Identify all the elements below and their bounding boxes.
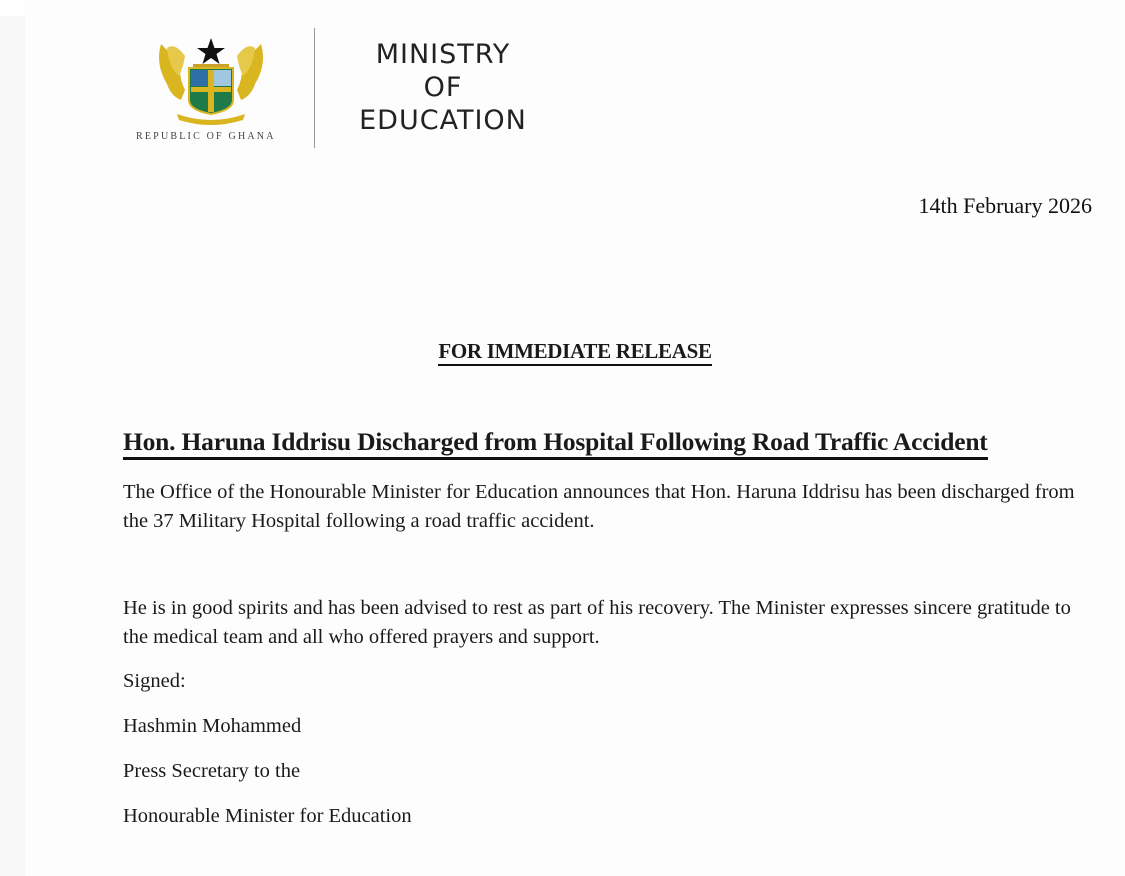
body-paragraph-1: The Office of the Honourable Minister for Education announces that Hon. Haruna Iddrisu has been discharged from the 37 Military Hospital following a road traffic accident.	[123, 481, 1075, 532]
ministry-line-3: EDUCATION	[359, 105, 527, 136]
press-release-page	[25, 0, 1125, 876]
republic-of-ghana-label: REPUBLIC OF GHANA	[136, 131, 276, 142]
signatory-name: Hashmin Mohammed	[123, 715, 302, 737]
release-label-text: FOR IMMEDIATE RELEASE	[438, 339, 711, 366]
release-date: 14th February 2026	[918, 193, 1092, 218]
letterhead-divider	[314, 28, 315, 148]
left-margin-strip	[0, 16, 25, 876]
signatory-role-line-2: Honourable Minister for Education	[123, 805, 412, 827]
signatory-role-line-1: Press Secretary to the	[123, 760, 301, 782]
title-text: Hon. Haruna Iddrisu Discharged from Hospital Following Road Traffic Accident	[123, 427, 988, 460]
press-release-title	[123, 427, 1083, 457]
letterhead	[133, 28, 553, 153]
ministry-line-1: MINISTRY	[375, 39, 511, 70]
release-label	[25, 339, 1125, 364]
ghana-coat-of-arms-icon	[155, 34, 267, 126]
ministry-line-2: OF	[423, 72, 463, 103]
ministry-name	[333, 38, 553, 137]
body-paragraph-2: He is in good spirits and has been advised to rest as part of his recovery. The Minister expresses sincere gratitude to the medical team and all who offered prayers and support.	[123, 597, 1071, 648]
signed-label: Signed:	[123, 670, 186, 692]
